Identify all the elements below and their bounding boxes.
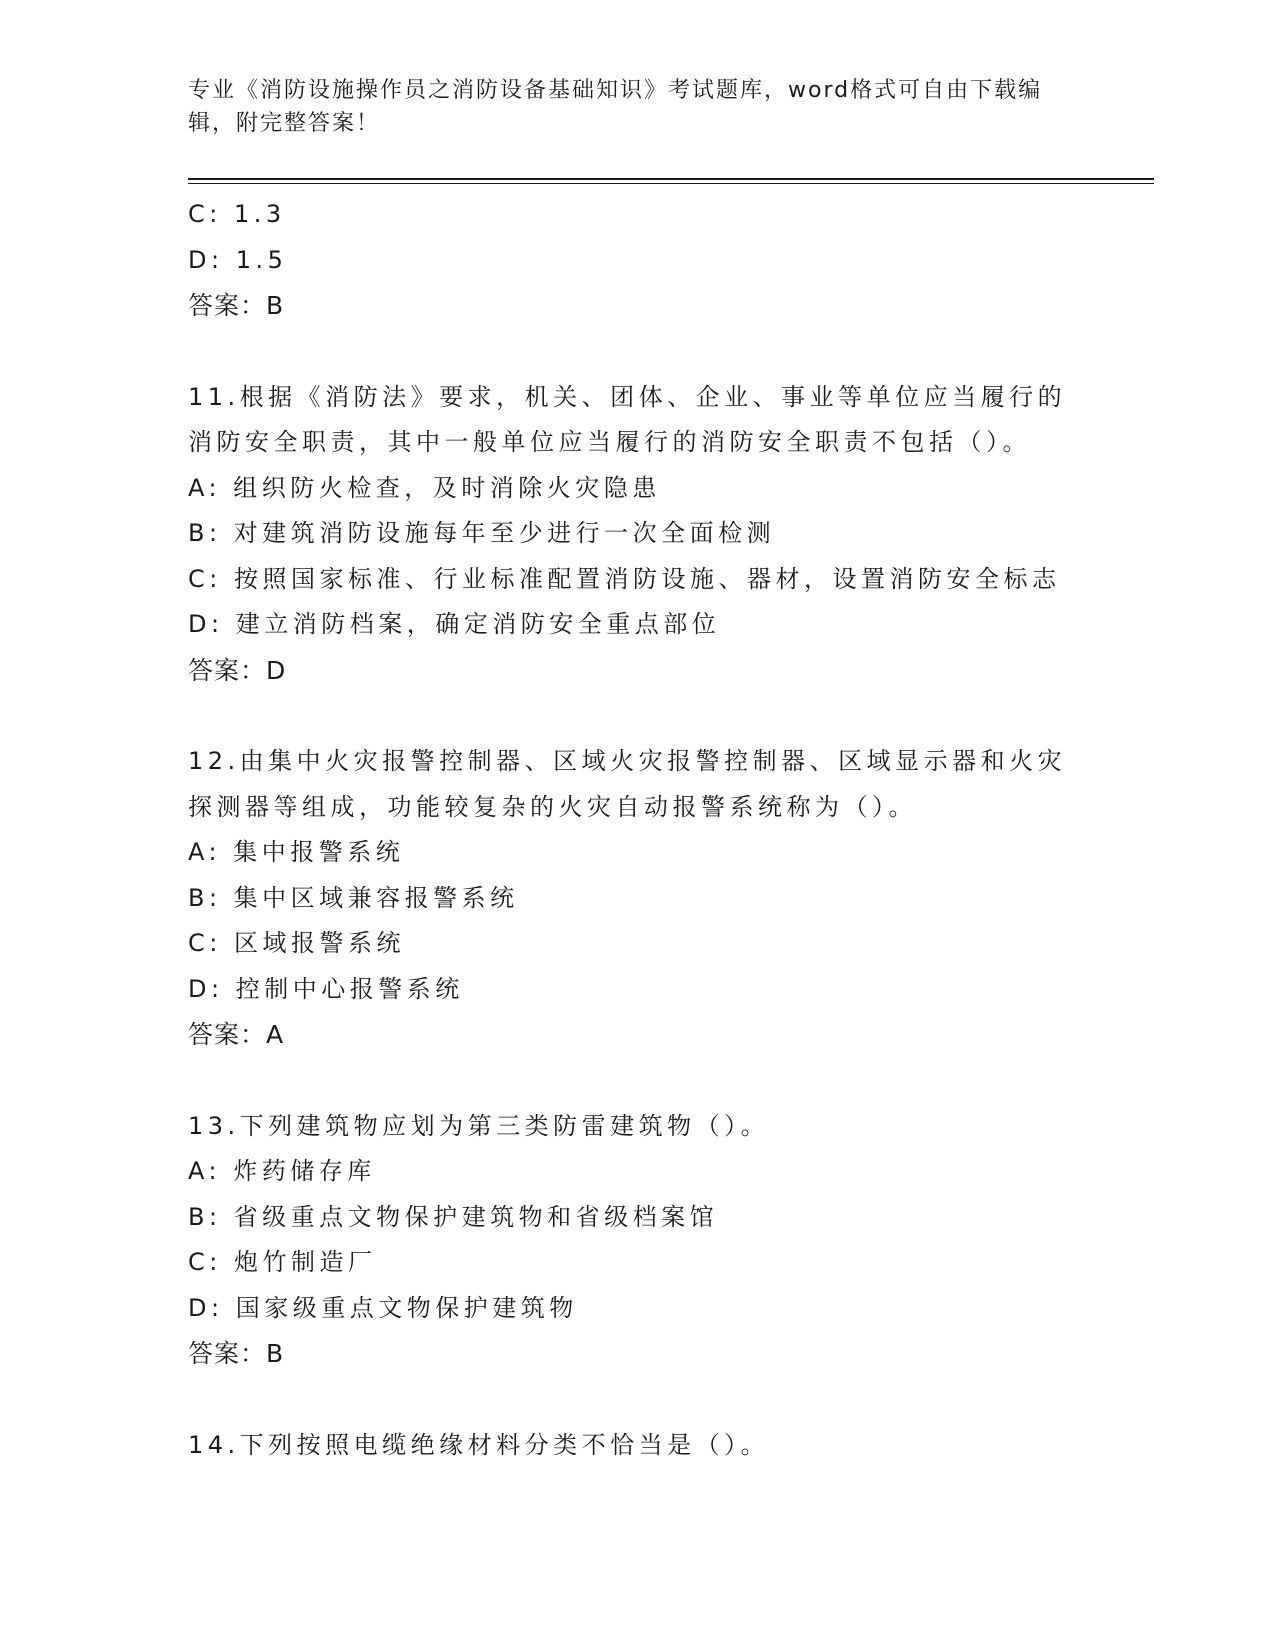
question-13-answer: 答案：B bbox=[188, 1339, 285, 1368]
question-13-option-d: D: 国家级重点文物保护建筑物 bbox=[188, 1293, 578, 1322]
spacer bbox=[188, 329, 1088, 375]
question-list bbox=[188, 192, 1088, 1468]
question-11-option-d: D: 建立消防档案，确定消防安全重点部位 bbox=[188, 610, 721, 638]
option-d: D: 1.5 bbox=[188, 245, 288, 274]
question-12-option-a: A: 集中报警系统 bbox=[188, 838, 405, 866]
question-11-option-b: B: 对建筑消防设施每年至少进行一次全面检测 bbox=[188, 519, 776, 547]
option-c: C: 1.3 bbox=[188, 200, 286, 228]
question-12-option-b: B: 集中区域兼容报警系统 bbox=[188, 883, 519, 912]
question-12-option-c: C: 区域报警系统 bbox=[188, 929, 405, 957]
spacer bbox=[188, 1058, 1088, 1104]
question-13-text: 13.下列建筑物应划为第三类防雷建筑物（）。 bbox=[188, 1111, 770, 1140]
question-13-option-a: A: 炸药储存库 bbox=[188, 1157, 376, 1185]
document-header: 专业《消防设施操作员之消防设备基础知识》考试题库，word格式可自由下载编辑，附完整答案！ bbox=[188, 78, 1043, 136]
question-12-option-d: D: 控制中心报警系统 bbox=[188, 974, 464, 1003]
spacer bbox=[188, 693, 1088, 739]
question-13-option-c: C: 炮竹制造厂 bbox=[188, 1248, 377, 1276]
question-11-answer: 答案：D bbox=[188, 655, 287, 685]
answer-text: 答案：B bbox=[188, 291, 285, 320]
question-13-option-b: B: 省级重点文物保护建筑物和省级档案馆 bbox=[188, 1202, 719, 1231]
question-11-text: 11.根据《消防法》要求，机关、团体、企业、事业等单位应当履行的消防安全职责，其中一般单位应当履行的消防安全职责不包括（）。 bbox=[188, 382, 1067, 456]
question-12-text: 12.由集中火灾报警控制器、区域火灾报警控制器、区域显示器和火灾探测器等组成，功能较复杂的火灾自动报警系统称为（）。 bbox=[188, 747, 1067, 821]
header-divider-thick bbox=[188, 178, 1154, 180]
spacer bbox=[188, 1377, 1088, 1423]
question-12-answer: 答案：A bbox=[188, 1020, 285, 1049]
header-divider-thin bbox=[188, 183, 1154, 184]
question-11-option-a: A: 组织防火检查，及时消除火灾隐患 bbox=[188, 473, 661, 502]
question-11-option-c: C: 按照国家标准、行业标准配置消防设施、器材，设置消防安全标志 bbox=[188, 564, 1061, 593]
question-14-text: 14.下列按照电缆绝缘材料分类不恰当是（）。 bbox=[188, 1430, 770, 1459]
